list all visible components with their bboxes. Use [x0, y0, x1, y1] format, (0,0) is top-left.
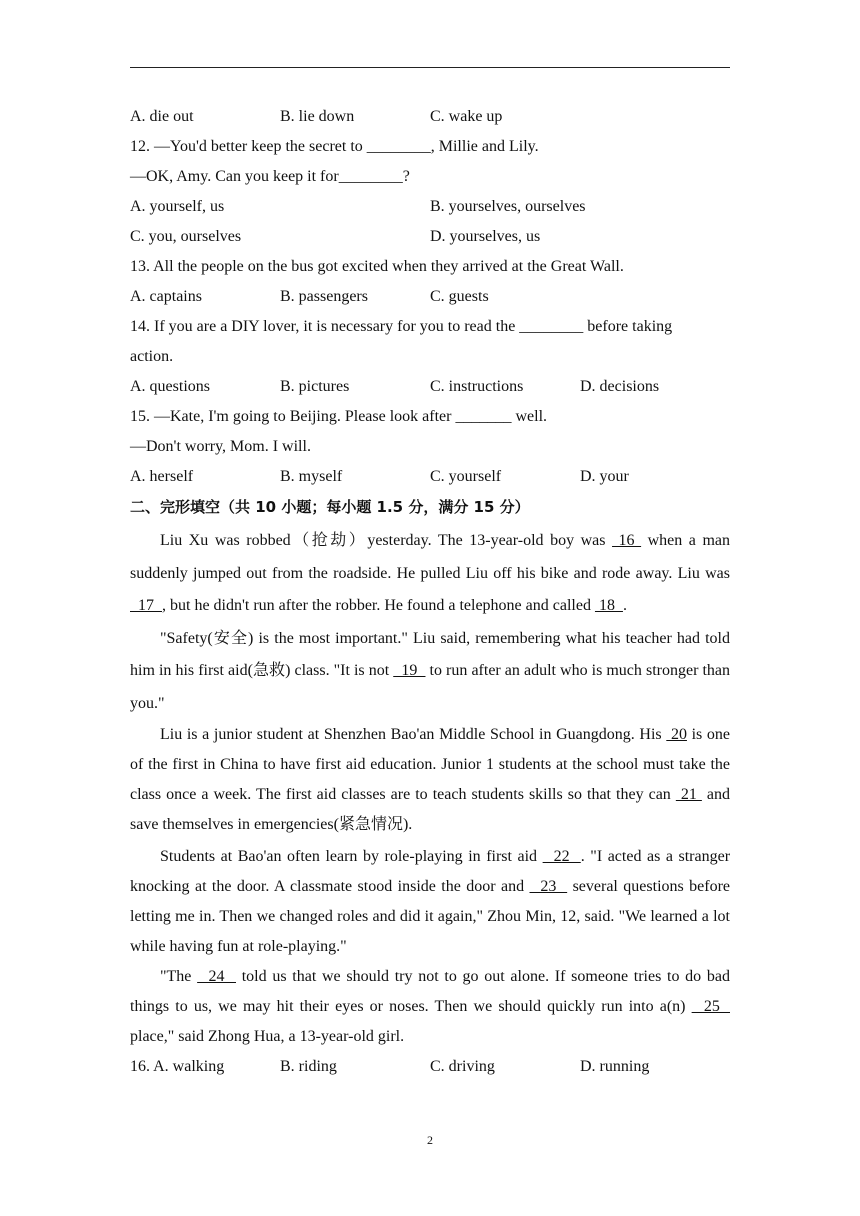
option-a: A. herself — [130, 468, 194, 485]
q16-options — [130, 1052, 730, 1082]
passage-paragraph-2 — [130, 623, 730, 721]
blank-20: 20 — [666, 726, 687, 743]
passage-text: Liu is a junior student at Shenzhen Bao'an Middle School in Guangdong. His — [160, 726, 667, 743]
option-d: D. running — [580, 1058, 650, 1075]
blank-19: 19 — [393, 662, 426, 679]
passage-text: Liu Xu was robbed（抢劫）yesterday. The 13-year-old boy was — [160, 532, 613, 549]
q14-question: 14. If you are a DIY lover, it is necessary for you to read the ________ before taking — [130, 318, 673, 335]
blank-18: 18 — [594, 597, 623, 614]
passage-text: "Safety(安全) is the most important." Liu said, remembering what his teacher had told him in his first aid(急救) class. "It is not — [130, 629, 730, 679]
passage-text: is one of the first in China to have first aid education. Junior 1 students at the school must take the class once a week. The first aid classes are to teach students skills so that they can — [130, 726, 731, 803]
q12-question: 12. —You'd better keep the secret to ________, Millie and Lily. — [130, 138, 539, 155]
option-b: B. lie down — [280, 108, 355, 125]
passage-text: , but he didn't run after the robber. He found a telephone and called — [162, 597, 595, 614]
blank-17: 17 — [130, 597, 162, 614]
passage-text: "The — [160, 968, 198, 985]
q14-question-cont: action. — [130, 348, 174, 365]
q12-options-row1 — [130, 192, 730, 222]
q14-options — [130, 372, 730, 402]
option-a: A. yourself, us — [130, 198, 225, 215]
option-c: C. wake up — [430, 108, 503, 125]
passage-text: told us that we should try not to go out alone. If someone tries to do bad things to us, we may hit their eyes or noses. Then we should quickly run into a(n) — [130, 968, 731, 1015]
option-b: B. myself — [280, 468, 343, 485]
page-content — [130, 102, 730, 1082]
q15-options — [130, 462, 730, 492]
section-title: 二、完形填空（共 10 小题；每小题 1.5 分，满分 15 分） — [130, 498, 530, 516]
passage-text: place," said Zhong Hua, a 13-year-old girl. — [130, 1028, 405, 1045]
header-rule — [130, 67, 730, 68]
q12-response: —OK, Amy. Can you keep it for________? — [130, 168, 410, 185]
option-a: A. die out — [130, 108, 194, 125]
option-a: A. questions — [130, 378, 210, 395]
passage-paragraph-5 — [130, 962, 730, 1052]
passage-paragraph-3 — [130, 720, 730, 840]
q15-question: 15. —Kate, I'm going to Beijing. Please look after _______ well. — [130, 408, 548, 425]
passage-text: Students at Bao'an often learn by role-playing in first aid — [160, 848, 543, 865]
blank-25: 25 — [691, 998, 730, 1015]
option-c: C. you, ourselves — [130, 228, 242, 245]
option-d: D. yourselves, us — [430, 228, 541, 245]
option-b: B. pictures — [280, 378, 350, 395]
passage-text: and save themselves in emergencies(紧急情况). — [130, 786, 730, 833]
blank-23: 23 — [529, 878, 568, 895]
option-b: B. yourselves, ourselves — [430, 198, 586, 215]
option-c: C. guests — [430, 288, 489, 305]
q13-question: 13. All the people on the bus got excited when they arrived at the Great Wall. — [130, 258, 624, 275]
blank-24: 24 — [197, 968, 236, 985]
passage-paragraph-1 — [130, 525, 730, 623]
page-number: 2 — [427, 1133, 433, 1147]
passage-text: . — [622, 597, 627, 614]
q12-options-row2 — [130, 222, 730, 252]
option-a: 16. A. walking — [130, 1058, 225, 1075]
passage-text: when a man suddenly jumped out from the roadside. He pulled Liu off his bike and rode away. Liu was — [130, 532, 730, 582]
passage-text: to run after an adult who is much stronger than you." — [130, 662, 731, 712]
option-a: A. captains — [130, 288, 202, 305]
passage-text: . "I acted as a stranger knocking at the door. A classmate stood inside the door and — [130, 848, 731, 895]
blank-21: 21 — [675, 786, 702, 803]
option-b: B. passengers — [280, 288, 368, 305]
blank-22: 22 — [542, 848, 581, 865]
option-c: C. driving — [430, 1058, 495, 1075]
passage-paragraph-4 — [130, 842, 730, 962]
blank-16: 16 — [612, 532, 642, 549]
option-c: C. yourself — [430, 468, 502, 485]
option-d: D. decisions — [580, 378, 660, 395]
q11-options — [130, 102, 730, 132]
option-b: B. riding — [280, 1058, 337, 1075]
passage-text: several questions before letting me in. Then we changed roles and did it again," Zhou Min, 12, said. "We learned a lot while having fun at role-playing." — [130, 878, 731, 955]
option-d: D. your — [580, 468, 629, 485]
q15-response: —Don't worry, Mom. I will. — [130, 438, 311, 455]
q13-options — [130, 282, 730, 312]
option-c: C. instructions — [430, 378, 524, 395]
